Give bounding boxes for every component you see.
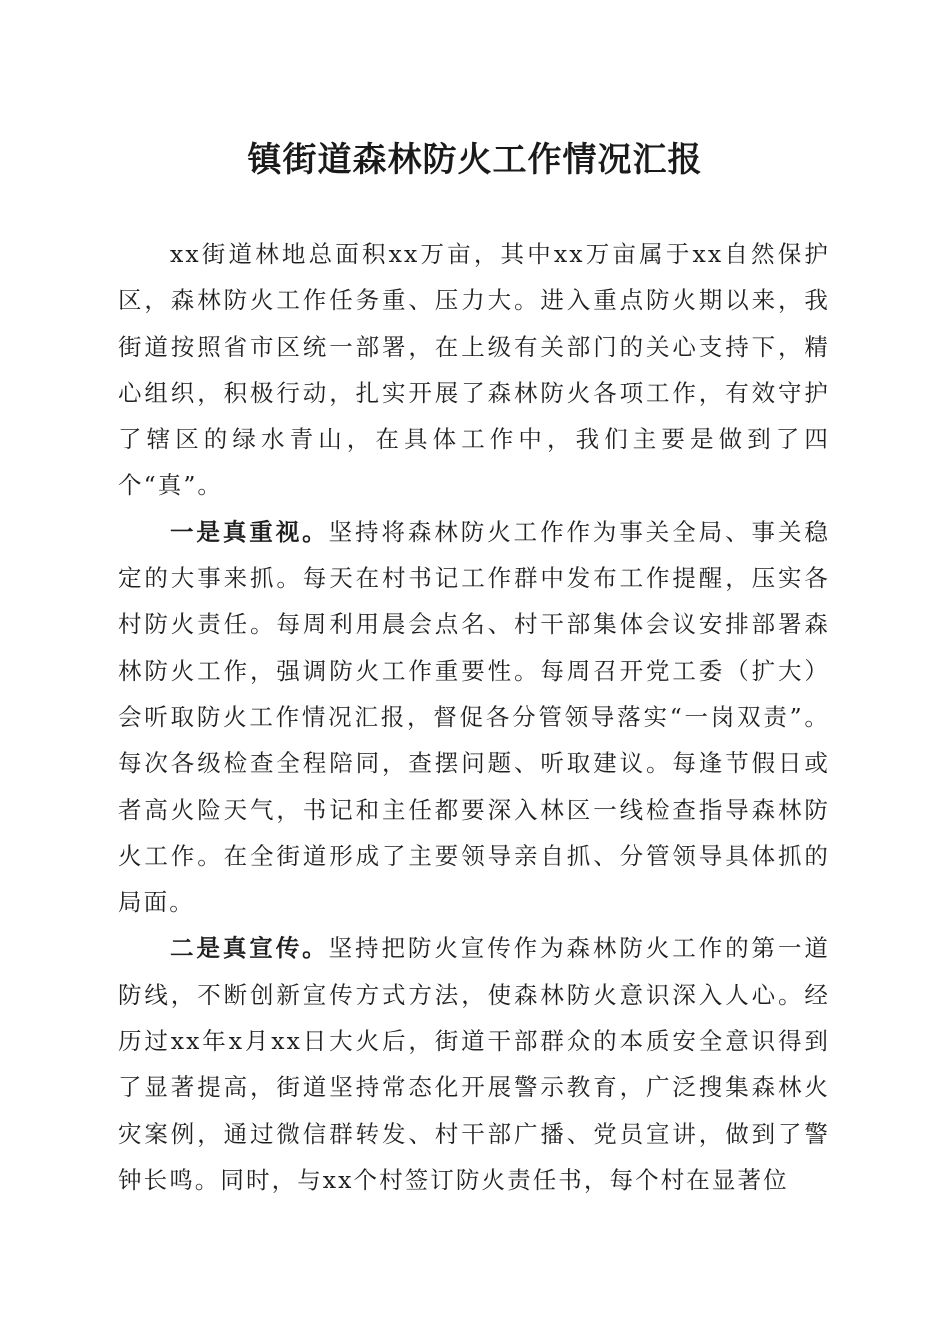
- paragraph-point-2: [118, 925, 830, 1203]
- paragraph-lead: 一是真重视。: [170, 517, 329, 546]
- document-body: [118, 231, 830, 1203]
- paragraph-text: 坚持将森林防火工作作为事关全局、事关稳定的大事来抓。每天在村书记工作群中发布工作提醒，压实各村防火责任。每周利用晨会点名、村干部集体会议安排部署森林防火工作，强调防火工作重要性。每周召开党工委（扩大）会听取防火工作情况汇报，督促各分管领导落实“一岗双责”。每次各级检查全程陪同，查摆问题、听取建议。每逢节假日或者高火险天气，书记和主任都要深入林区一线检查指导森林防火工作。在全街道形成了主要领导亲自抓、分管领导具体抓的局面。: [118, 517, 830, 917]
- paragraph-text: xx街道林地总面积xx万亩，其中xx万亩属于xx自然保护区，森林防火工作任务重、压力大。进入重点防火期以来，我街道按照省市区统一部署，在上级有关部门的关心支持下，精心组织，积极行动，扎实开展了森林防火各项工作，有效守护了辖区的绿水青山，在具体工作中，我们主要是做到了四个“真”。: [118, 240, 830, 500]
- paragraph-lead: 二是真宣传。: [170, 934, 329, 963]
- document-title: 镇街道森林防火工作情况汇报: [247, 140, 703, 180]
- paragraph-point-1: [118, 509, 830, 926]
- paragraph-intro: [118, 231, 830, 509]
- paragraph-text: 坚持把防火宣传作为森林防火工作的第一道防线，不断创新宣传方式方法，使森林防火意识深入人心。经历过xx年x月xx日大火后，街道干部群众的本质安全意识得到了显著提高，街道坚持常态化开展警示教育，广泛搜集森林火灾案例，通过微信群转发、村干部广播、党员宣讲，做到了警钟长鸣。同时，与xx个村签订防火责任书，每个村在显著位: [118, 934, 830, 1194]
